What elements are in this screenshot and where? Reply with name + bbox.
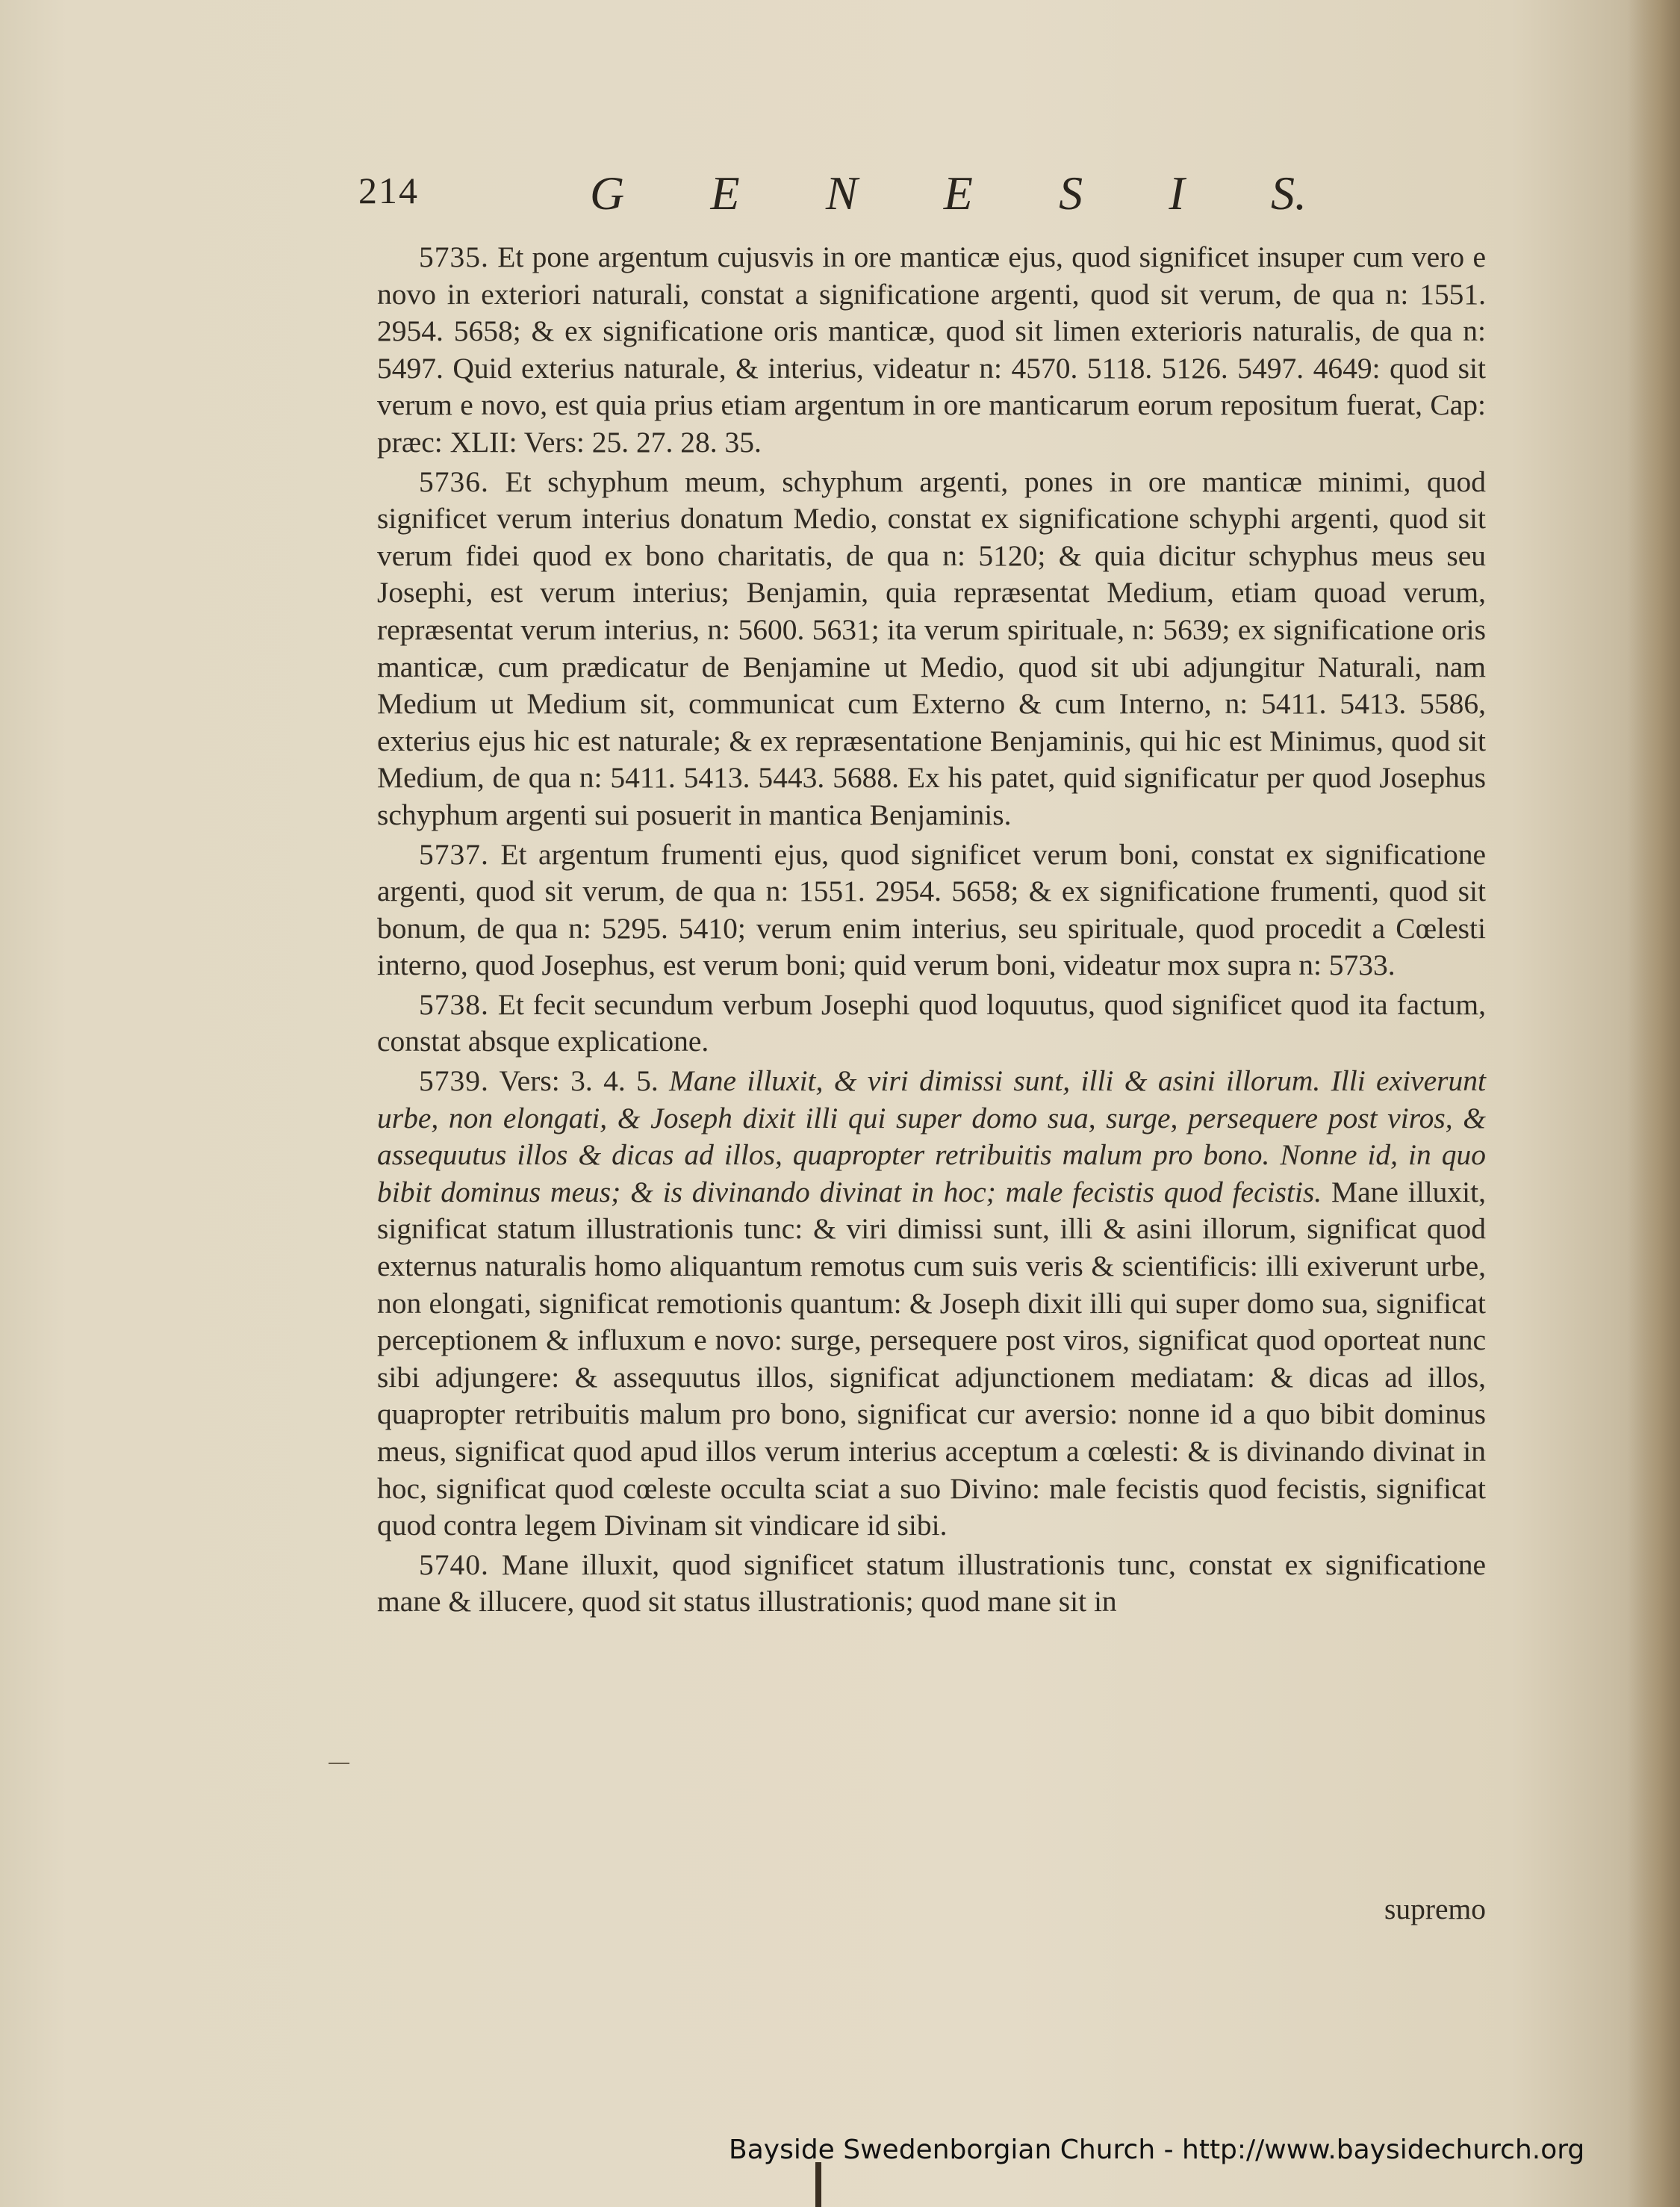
page-number: 214 xyxy=(358,170,419,211)
title-letter: G xyxy=(590,167,625,220)
paragraph-number: 5735. xyxy=(419,240,489,273)
paragraph-number: 5740. xyxy=(419,1548,489,1581)
page-edge-shadow xyxy=(1628,0,1680,2207)
paragraph-5738 xyxy=(377,987,1486,1061)
paragraph-5736 xyxy=(377,464,1486,834)
paragraph-text: Et schyphum meum, schyphum argenti, pones in ore manticæ minimi, quod significet verum interius donatum Medio, constat ex significatione schyphi argenti, quod sit verum fidei quod ex bono charitatis, de qua n: 5120; & quia dicitur schyphus meus seu Josephi, est verum interius; Benjamin, quia repræsentat Medium, etiam quoad verum, repræsentat verum interius, n: 5600. 5631; ita verum spirituale, n: 5639; ex significatione oris manticæ, cum prædicatur de Benjamine ut Medio, quod sit ubi adjungitur Naturali, nam Medium ut Medium sit, communicat cum Externo & cum Interno, n: 5411. 5413. 5586, exterius ejus hic est naturale; & ex repræsentatione Benjaminis, qui hic est Minimus, quod sit Medium, de qua n: 5411. 5413. 5443. 5688. Ex his patet, quid significatur per quod Josephus schyphum argenti sui posuerit in mantica Benjaminis. xyxy=(377,465,1487,831)
title-letter: E xyxy=(710,167,740,220)
title-letter: N xyxy=(825,167,858,220)
footer-credit: Bayside Swedenborgian Church - http://www.baysidechurch.org xyxy=(729,2135,1585,2165)
title-letter: E xyxy=(943,167,973,220)
scripture-quote: Mane illuxit, & viri dimissi sunt, illi & asini illorum. Illi exiverunt urbe, non elongati, & Joseph dixit illi qui super domo sua, surge, persequere post viros, & assequutus illos & dicas ad illos, quapropter retribuitis malum pro bono. Nonne id, in quo bibit dominus meus; & is divinando divinat in hoc; male fecistis quod fecistis. xyxy=(377,1064,1486,1208)
paragraph-5740 xyxy=(377,1547,1486,1621)
paragraph-text: Et argentum frumenti ejus, quod significet verum boni, constat ex significatione argenti, quod sit verum, de qua n: 1551. 2954. 5658; & ex significatione frumenti, quod sit bonum, de qua n: 5295. 5410; verum enim interius, seu spirituale, quod procedit a Cœlesti interno, quod Josephus, est verum boni; quid verum boni, videatur mox supra n: 5733. xyxy=(377,837,1487,982)
paragraph-number: 5737. xyxy=(419,837,489,871)
running-title xyxy=(590,166,1307,221)
paragraph-number: 5739. xyxy=(419,1064,489,1098)
paragraph-text: Et fecit secundum verbum Josephi quod loquutus, quod significet quod ita factum, constat absque explicatione. xyxy=(377,987,1487,1058)
paragraph-5739 xyxy=(377,1063,1486,1545)
title-letter: I xyxy=(1169,167,1185,220)
paragraph-number: 5736. xyxy=(419,465,489,498)
body-text xyxy=(377,239,1486,1623)
paragraph-text: Et pone argentum cujusvis in ore manticæ ejus, quod significet insuper cum vero e novo in exteriori naturali, constat a significatione argenti, quod sit verum, de qua n: 1551. 2954. 5658; & ex significatione oris manticæ, quod sit limen exterioris naturalis, de qua n: 5497. Quid exterius naturale, & interius, videatur n: 4570. 5118. 5126. 5497. 4649: quod sit verum e novo, est quia prius etiam argentum in ore manticarum eorum repositum fuerat, Cap: præc: XLII: Vers: 25. 27. 28. 35. xyxy=(377,240,1486,459)
verse-reference: Vers: 3. 4. 5. xyxy=(499,1064,659,1098)
paragraph-text: Mane illuxit, significat statum illustrationis tunc: & viri dimissi sunt, illi & asini illorum, significat quod externus naturalis homo aliquantum remotus cum suis veris & scientificis: illi exiverunt urbe, non elongati, significat remotionis quantum: & Joseph dixit illi qui super domo sua, significat perceptionem & influxum e novo: surge, persequere post viros, significat quod oporteat nunc sibi adjungere: & assequutus illos, significat adjunctionem mediatam: & dicas ad illos, quapropter retribuitis malum pro bono, significat cur aversio: nonne id a quo bibit dominus meus, significat quod apud illos verum interius acceptum a cœlesti: & is divinando divinat in hoc, significat quod cœleste occulta sciat a suo Divino: male fecistis quod fecistis, significat quod contra legem Divinam sit vindicare id sibi. xyxy=(377,1175,1486,1542)
page-header xyxy=(358,166,1307,226)
binding-mark xyxy=(815,2162,821,2207)
paragraph-5737 xyxy=(377,836,1486,984)
margin-mark xyxy=(329,1763,349,1764)
title-letter: S xyxy=(1059,167,1083,220)
paragraph-5735 xyxy=(377,239,1486,462)
catchword: supremo xyxy=(1384,1893,1486,1925)
paragraph-text: Mane illuxit, quod significet statum illustrationis tunc, constat ex significatione mane & illucere, quod sit status illustrationis; quod mane sit in xyxy=(377,1548,1486,1618)
paragraph-number: 5738. xyxy=(419,987,489,1021)
title-letter: S. xyxy=(1271,167,1307,220)
